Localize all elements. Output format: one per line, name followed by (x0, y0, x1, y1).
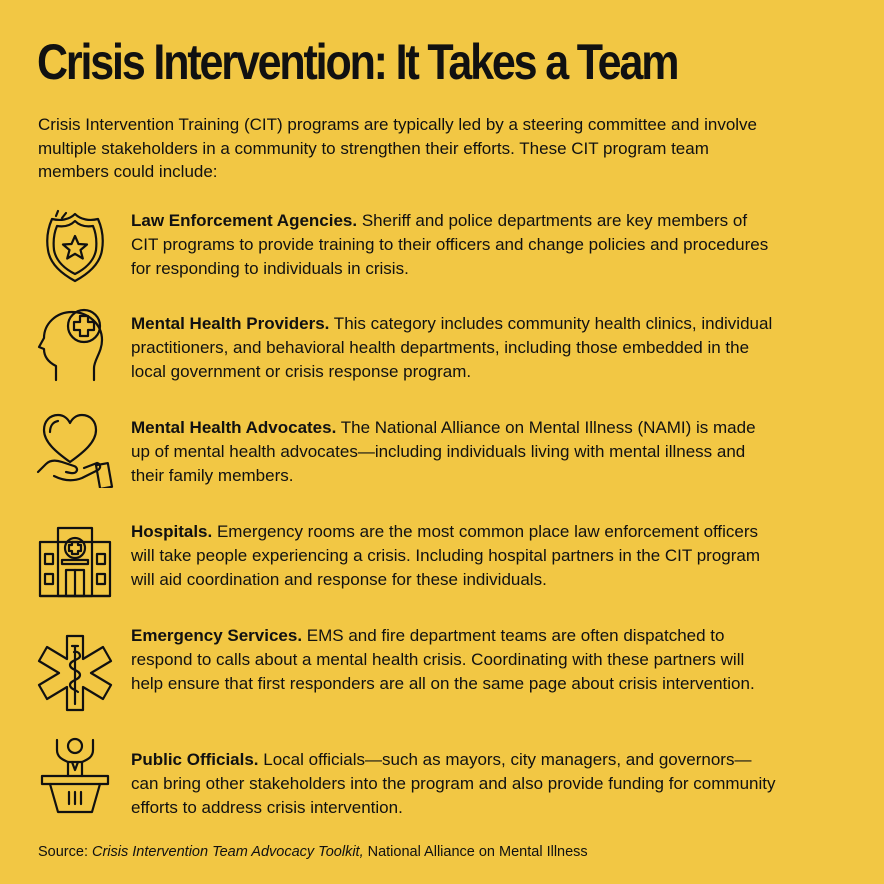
item-text (131, 416, 776, 488)
item-body: Local officials—such as mayors, city managers, and governors—can bring other stakeholders into the program and also provide funding for community efforts to address crisis intervention. (131, 750, 776, 817)
item-heading: Hospitals. (131, 522, 213, 541)
hand-holding-heart-icon (36, 410, 114, 488)
item-body: Emergency rooms are the most common place law enforcement officers will take people experiencing a crisis. Including hospital partners in the CIT program will aid coordination and response for these individuals. (131, 522, 761, 589)
item-heading: Mental Health Advocates. (131, 418, 337, 437)
item-heading: Mental Health Providers. (131, 314, 330, 333)
item-text (131, 520, 776, 592)
intro-paragraph: Crisis Intervention Training (CIT) programs are typically led by a steering committee and involve multiple stakeholders in a community to strengthen their efforts. These CIT program team members could include: (38, 115, 758, 181)
source-publisher: National Alliance on Mental Illness (363, 844, 588, 860)
item-text (131, 748, 776, 820)
source-citation (38, 842, 588, 862)
item-heading: Public Officials. (131, 750, 259, 769)
head-medical-cross-icon (36, 306, 114, 384)
star-of-life-icon (36, 634, 114, 712)
police-badge-icon (36, 208, 114, 286)
source-prefix: Source: (38, 844, 92, 860)
source-title: Crisis Intervention Team Advocacy Toolkit, (92, 844, 364, 860)
item-heading: Law Enforcement Agencies. (131, 211, 358, 230)
hospital-building-icon (36, 522, 114, 600)
item-heading: Emergency Services. (131, 626, 303, 645)
official-at-podium-icon (36, 736, 114, 814)
item-text (131, 624, 776, 696)
item-text (131, 209, 776, 281)
item-body: This category includes community health clinics, individual practitioners, and behavioral health departments, including those embedded in the local government or crisis response program. (131, 314, 773, 381)
item-body: The National Alliance on Mental Illness (NAMI) is made up of mental health advocates—including individuals living with mental illness and their family members. (131, 418, 756, 485)
page-title: Crisis Intervention: It Takes a Team (37, 34, 678, 90)
item-body: EMS and fire department teams are often dispatched to respond to calls about a mental health crisis. Coordinating with these partners will help ensure that first responders are all on the same page about crisis intervention. (131, 626, 755, 693)
item-body: Sheriff and police departments are key members of CIT programs to provide training to their officers and change policies and procedures for responding to individuals in crisis. (131, 211, 769, 278)
item-text (131, 312, 776, 384)
